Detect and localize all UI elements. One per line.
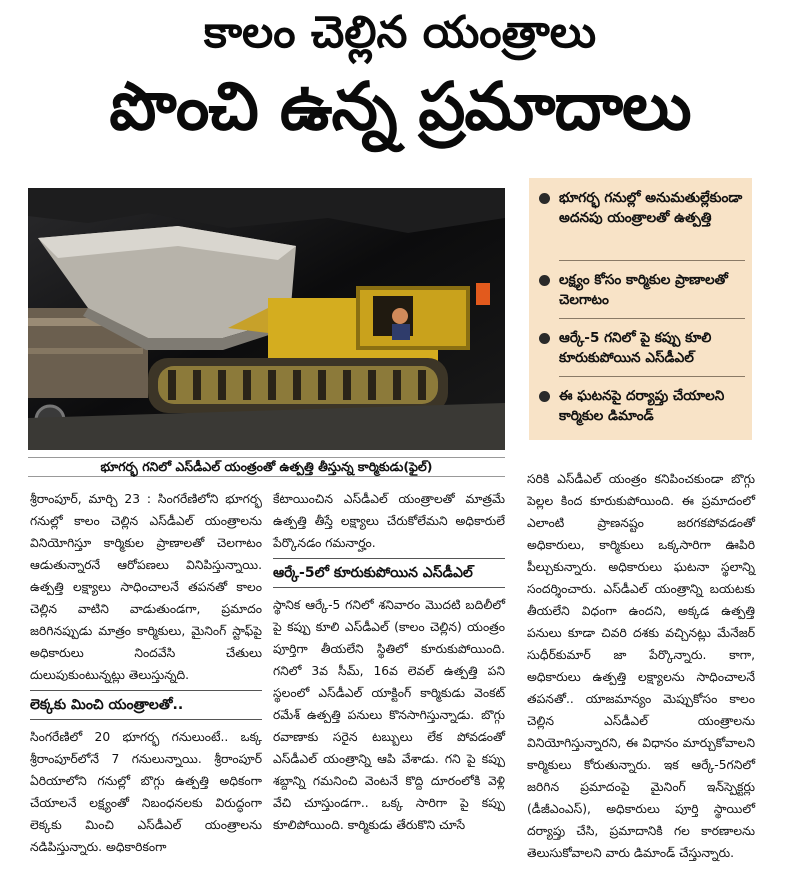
- news-photo: [28, 188, 505, 450]
- highlight-text: ఆర్కే-5 గనిలో పై కప్పు కూలి కూరుకుపోయిన ఎస్‌డీఎల్‌: [559, 330, 712, 366]
- article-paragraph: శ్రీరాంపూర్‌, మార్చి 23 : సింగరేణిలోని భూగర్భ గనుల్లో కాలం చెల్లిన ఎస్‌డీఎల్‌ యంత్రాలను వినియోగిస్తూ కార్మికుల ప్రాణాలతో చెలగాటం ఆడుతున్నారనే ఆరోపణలు వినిపిస్తున్నాయి. ఉత్పత్తి లక్ష్యాలు సాధించాలనే తపనతో కాలం చెల్లిన వాటిని వాడుతుండగా, ప్రమాదం జరిగినప్పుడు మాత్రం కార్మికులు, మైనింగ్‌ స్టాఫ్‌పై అధికారులు నిందవేసి చేతులు దులుపుకుంటున్నట్లు తెలుస్తున్నది.: [30, 492, 262, 682]
- article-paragraph: కేటాయించిన ఎస్‌డీఎల్‌ యంత్రాలతో మాత్రమే ఉత్పత్తి తీస్తే లక్ష్యాలు చేరుకోలేమని అధికారులే పేర్కొనడం గమనార్హం.: [273, 492, 505, 550]
- bullet-icon: [539, 275, 550, 286]
- highlight-item: [537, 188, 746, 228]
- bullet-icon: [539, 391, 550, 402]
- article-paragraph: సింగరేణిలో 20 భూగర్భ గనులుంటే.. ఒక్క శ్రీరాంపూర్‌లోనే 7 గనులున్నాయి. శ్రీరాంపూర్‌ ఏరియాలోని గనుల్లో బొగ్గు ఉత్పత్తి అధికంగా చేయాలనే లక్ష్యంతో నిబంధనలకు విరుద్ధంగా లెక్కకు మించి ఎస్‌డీఎల్‌ యంత్రాలను నడిపిస్తున్నారు. అధికారికంగా: [30, 730, 262, 854]
- article-column-2: [273, 488, 505, 836]
- divider: [559, 318, 745, 319]
- bullet-icon: [539, 193, 550, 204]
- highlights-box: [529, 178, 752, 440]
- divider: [559, 376, 745, 377]
- article-paragraph: స్థానిక ఆర్కే-5 గనిలో శనివారం మొదటి బదిలీలో పై కప్పు కూలి ఎస్‌డీఎల్‌ (కాలం చెల్లిన) యంత్రం పూర్తిగా తీయలేని స్థితిలో కూరుకుపోయింది. గనిలో 3వ సీమ్‌, 16వ లెవల్‌ ఉత్పత్తి పని స్థలంలో ఎస్‌డీఎల్‌ యాక్టింగ్‌ కార్మికుడు వెంకట్‌ రమేశ్‌ ఉత్పత్తి పనులు కొనసాగిస్తున్నాడు. బొగ్గు రవాణాకు సరైన టబ్బులు లేక పోవడంతో ఎస్‌డీఎల్‌ యంత్రాన్ని ఆపి వేశాడు. గని పై కప్పు శబ్దాన్ని గమనించి వెంటనే కొద్ది దూరంలోకి వెళ్లి వేచి చూస్తుండగా.. ఒక్క సారిగా పై కప్పు కూలిపోయింది. కార్మికుడు తేరుకొని చూసే: [273, 598, 505, 832]
- bullet-icon: [539, 333, 550, 344]
- article-subheading: ఆర్కే-5లో కూరుకుపోయిన ఎస్‌డీఎల్‌: [273, 558, 505, 588]
- highlight-item: [537, 328, 746, 368]
- article-subheading: లెక్కకు మించి యంత్రాలతో..: [30, 690, 262, 720]
- article-column-1: [30, 488, 262, 858]
- photo-caption: భూగర్భ గనిలో ఎస్‌డీఎల్‌ యంత్రంతో ఉత్పత్తి తీస్తున్న కార్మికుడు(ఫైల్‌): [28, 457, 505, 477]
- highlight-text: లక్ష్యం కోసం కార్మికుల ప్రాణాలతో చెలగాటం: [559, 272, 728, 308]
- highlight-item: [537, 386, 746, 426]
- highlight-text: ఈ ఘటనపై దర్యాప్తు చేయాలని కార్మికుల డిమాండ్‌: [559, 388, 725, 424]
- article-paragraph: సరికి ఎస్‌డీఎల్‌ యంత్రం కనిపించకుండా బొగ్గు పెల్లల కింద కూరుకుపోయింది. ఈ ప్రమాదంలో ఎలాంటి ప్రాణనష్టం జరగకపోవడంతో అధికారులు, కార్మికులు ఒక్కసారిగా ఊపిరి పీల్చుకున్నారు. అధికారులు ఘటనా స్థలాన్ని సందర్శించారు. ఎస్‌డీఎల్‌ యంత్రాన్ని బయటకు తీయలేని విధంగా ఉందని, అక్కడ ఉత్పత్తి పనులు కూడా చివరి దశకు వచ్చినట్లు మేనేజర్‌ సుధీర్‌కుమార్‌ జా పేర్కొన్నారు. కాగా, అధికారులు ఉత్పత్తి లక్ష్యాలను సాధించాలనే తపనతో.. యాజమాన్యం మెప్పుకోసం కాలం చెల్లిన ఎస్‌డీఎల్‌ యంత్రాలను వినియోగిస్తున్నారని, ఈ విధానం మార్చుకోవాలని కార్మికులు కోరుతున్నారు. ఇక ఆర్కే-5గనిలో జరిగిన ప్రమాదంపై మైనింగ్‌ ఇన్‌స్పెక్టర్లు (డీజీఎంఎస్‌), అధికారులు పూర్తి స్థాయిలో దర్యాప్తు చేసి, ప్రమాదానికి గల కారణాలను తెలుసుకోవాలని వారు డిమాండ్‌ చేస్తున్నారు.: [527, 472, 755, 860]
- headline-line-1: కాలం చెల్లిన యంత్రాలు: [203, 7, 597, 58]
- headline-line-2: పొంచి ఉన్న ప్రమాదాలు: [109, 68, 691, 145]
- mining-loader-illustration: [28, 188, 505, 450]
- highlight-text: భూగర్భ గనుల్లో అనుమతుల్లేకుండా అదనపు యంత్రాలతో ఉత్పత్తి: [559, 190, 743, 226]
- article-column-3: [527, 468, 755, 864]
- divider: [559, 260, 745, 261]
- highlight-item: [537, 270, 746, 310]
